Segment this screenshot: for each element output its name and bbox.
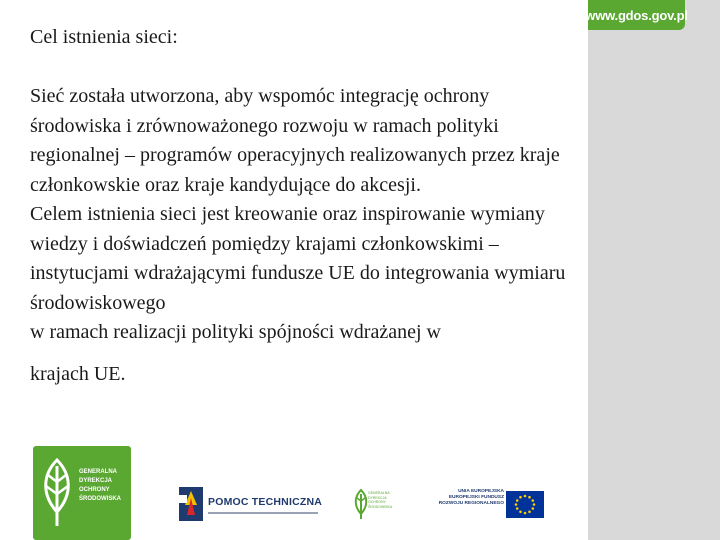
paragraph-2-tail: w ramach realizacji polityki spójności wdrażanej w bbox=[30, 321, 441, 343]
pomoc-techniczna-label: POMOC TECHNICZNA bbox=[208, 496, 323, 508]
paragraph-3: krajach UE. bbox=[30, 362, 126, 385]
gdos-name: GENERALNA DYREKCJA OCHRONY ŚRODOWISKA bbox=[79, 469, 121, 502]
gdos-logo bbox=[33, 446, 131, 540]
footer-logos bbox=[0, 440, 588, 540]
website-url-badge[interactable]: www.gdos.gov.pl bbox=[588, 0, 685, 30]
paragraph-1: Sieć została utworzona, aby wspomóc integrację ochrony środowiska i zrównoważonego rozwoju w ramach polityki regionalnej – programów operacyjnych realizowanych przez kraje członkowskie oraz kraje kandydujące do akcesji. bbox=[30, 85, 560, 196]
sidebar-panel bbox=[588, 0, 720, 540]
paragraph-2: Celem istnienia sieci jest kreowanie oraz inspirowanie wymiany wiedzy i doświadczeń pomiędzy krajami członkowskimi – instytucjami wdrażającymi fundusze UE do integrowania wymiaru środowiskowego bbox=[30, 203, 566, 314]
pomoc-techniczna-subtext-bar bbox=[208, 512, 318, 514]
eu-fund-label: UNIA EUROPEJSKA EUROPEJSKI FUNDUSZ ROZWOJU REGIONALNEGO bbox=[438, 489, 504, 506]
pomoc-techniczna-logo-icon bbox=[175, 485, 205, 523]
slide-body bbox=[30, 82, 585, 389]
srodowisko-small-name: GENERALNA DYREKCJA OCHRONY ŚRODOWISKA bbox=[368, 491, 393, 509]
leaf-icon bbox=[37, 456, 77, 528]
slide-heading: Cel istnienia sieci: bbox=[30, 26, 178, 48]
eu-flag-icon bbox=[506, 491, 544, 518]
